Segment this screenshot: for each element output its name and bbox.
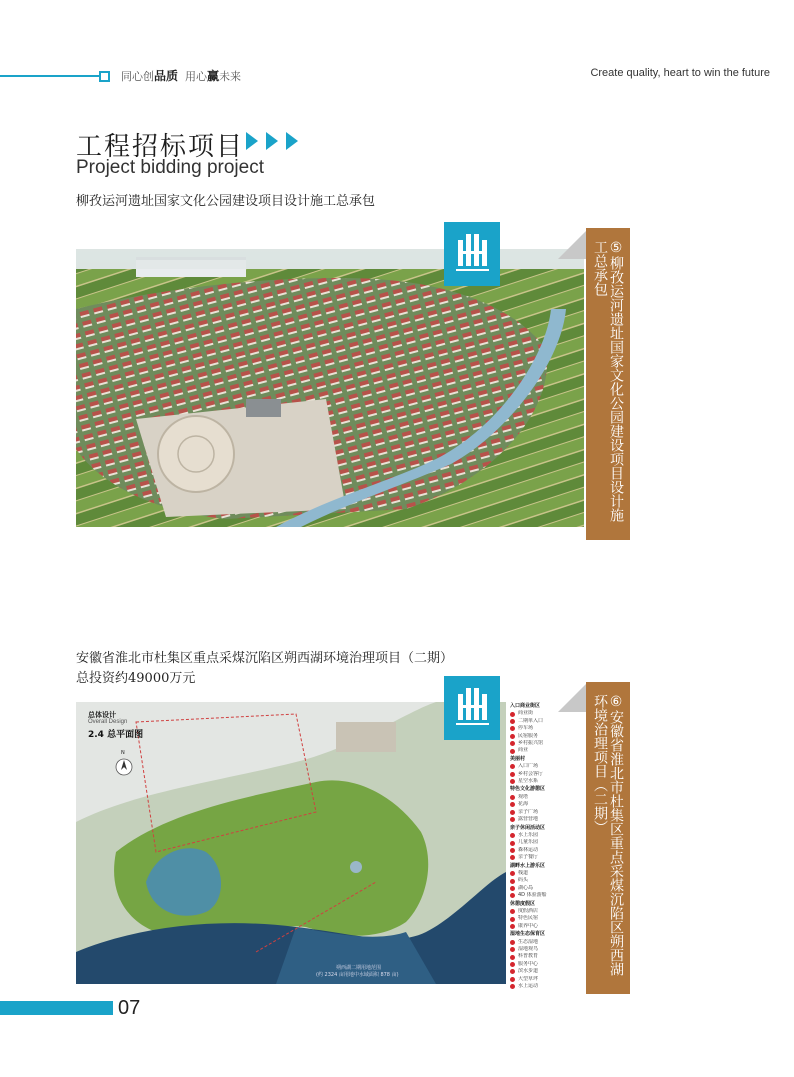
legend-marker-icon	[510, 726, 515, 731]
header-square-icon	[99, 71, 110, 82]
legend-item-label: 亲子广场	[518, 808, 539, 815]
legend-item-label: 星空水系	[518, 778, 539, 785]
legend-marker-icon	[510, 940, 515, 945]
legend-item-label: 森林运动	[518, 846, 539, 853]
legend-marker-icon	[510, 855, 515, 860]
legend-category: 湿地生态保育区	[510, 931, 546, 938]
legend-marker-icon	[510, 772, 515, 777]
legend-marker-icon	[510, 841, 515, 846]
legend-item-label: 露营营地	[518, 816, 539, 823]
legend-item	[510, 946, 580, 953]
legend-item-label: 乡村会客厅	[518, 770, 544, 777]
project5-label-panel	[586, 228, 630, 540]
legend-category: 湖畔水上游乐区	[510, 862, 546, 869]
legend-marker-icon	[510, 909, 515, 914]
legend-item-label: 湿地观鸟	[518, 946, 539, 952]
legend-marker-icon	[510, 795, 515, 800]
legend-item	[510, 763, 580, 770]
legend-item	[510, 961, 580, 968]
project6-label-panel	[586, 682, 630, 994]
legend-item	[510, 740, 580, 747]
legend-marker-icon	[510, 810, 515, 815]
legend-marker-icon	[510, 955, 515, 960]
legend-item-label: 栈道	[518, 869, 529, 876]
legend-item	[510, 877, 580, 884]
legend-item	[510, 747, 580, 754]
legend-marker-icon	[510, 969, 515, 974]
map-note-2: (约 2324 亩用地中水域面积 878 亩)	[316, 972, 399, 978]
legend-item-label: 商业	[518, 747, 529, 754]
map-plan-title: 2.4 总平面图	[88, 730, 144, 740]
section-title-en: Project bidding project	[76, 157, 264, 178]
building-logo-icon	[444, 222, 500, 286]
project6-name: 安徽省淮北市杜集区重点采煤沉陷区朔西湖环境治理项目（二期）	[76, 651, 454, 666]
project6-investment: 总投资约49000万元	[76, 671, 196, 686]
legend-marker-icon	[510, 802, 515, 807]
legend-item-label: 花海	[518, 801, 529, 808]
footer-bar	[0, 1001, 113, 1015]
header-rule	[0, 75, 100, 77]
legend-marker-icon	[510, 886, 515, 891]
company-logo-badge	[444, 222, 500, 286]
map-legend	[510, 702, 580, 990]
header-slogan-en: Create quality, heart to win the future	[590, 67, 770, 79]
legend-item-label: 商业街	[518, 710, 534, 717]
legend-marker-icon	[510, 977, 515, 982]
legend-item-label: 水上运动	[518, 983, 539, 990]
legend-item	[510, 733, 580, 740]
legend-item	[510, 794, 580, 801]
legend-item-label: 4D 体验游船	[518, 892, 547, 899]
legend-item-label: 观塔	[518, 793, 529, 800]
legend-item-label: 停车场	[518, 725, 534, 732]
project6-label-text: ⑥安徽省淮北市杜集区重点采煤沉陷区朔西湖环境治理项目（二期）	[592, 694, 624, 976]
legend-marker-icon	[510, 719, 515, 724]
panel-fold-shape	[558, 229, 588, 259]
legend-item	[510, 908, 580, 915]
legend-marker-icon	[510, 712, 515, 717]
legend-category: 特色文化游憩区	[510, 786, 546, 793]
page-number: 07	[118, 997, 141, 1019]
legend-category: 美丽村	[510, 755, 526, 762]
legend-marker-icon	[510, 947, 515, 952]
legend-item	[510, 839, 580, 846]
legend-marker-icon	[510, 749, 515, 754]
legend-marker-icon	[510, 924, 515, 929]
legend-item	[510, 854, 580, 861]
company-logo-badge	[444, 676, 500, 740]
project5-aerial-image	[76, 249, 584, 527]
building-logo-icon	[444, 676, 500, 740]
legend-item-label: 亲子餐厅	[518, 854, 539, 861]
legend-marker-icon	[510, 833, 515, 838]
legend-item	[510, 892, 580, 899]
legend-category: 休憩度假区	[510, 900, 536, 907]
legend-marker-icon	[510, 984, 515, 989]
legend-item	[510, 801, 580, 808]
legend-item	[510, 870, 580, 877]
legend-item-label: 特色民宿	[518, 915, 539, 922]
panel-fold-shape	[558, 682, 588, 712]
legend-marker-icon	[510, 817, 515, 822]
legend-item-label: 康养中心	[518, 922, 539, 929]
legend-item	[510, 809, 580, 816]
legend-item	[510, 923, 580, 930]
project5-name: 柳孜运河遗址国家文化公园建设项目设计施工总承包	[76, 194, 376, 209]
legend-item	[510, 847, 580, 854]
legend-item-label: 入口广场	[518, 763, 539, 770]
legend-item-label: 儿童乐园	[518, 839, 539, 846]
legend-item	[510, 816, 580, 823]
legend-marker-icon	[510, 741, 515, 746]
section-title-cn: 工程招标项目	[76, 132, 245, 162]
legend-item	[510, 778, 580, 785]
legend-item	[510, 983, 580, 990]
legend-item	[510, 976, 580, 983]
legend-marker-icon	[510, 893, 515, 898]
legend-marker-icon	[510, 871, 515, 876]
header-slogan-cn: 同心创品质 用心赢未来	[121, 69, 242, 83]
legend-item	[510, 885, 580, 892]
legend-marker-icon	[510, 734, 515, 739]
legend-item-label: 生态湿地	[518, 938, 539, 945]
legend-item-label: 滨水步道	[518, 968, 539, 975]
project6-master-plan-map	[76, 702, 506, 984]
legend-marker-icon	[510, 764, 515, 769]
legend-item	[510, 832, 580, 839]
legend-item-label: 民宿服务	[518, 732, 539, 739]
legend-item-label: 湖心岛	[518, 884, 534, 891]
legend-category: 入口商业街区	[510, 703, 541, 709]
legend-item	[510, 771, 580, 778]
legend-item-label: 科普教育	[518, 953, 539, 960]
legend-marker-icon	[510, 962, 515, 967]
legend-item-label: 码头	[518, 877, 529, 884]
legend-item-label: 服务中心	[518, 960, 539, 967]
legend-marker-icon	[510, 848, 515, 853]
triple-arrow-icon	[246, 130, 306, 152]
legend-marker-icon	[510, 779, 515, 784]
map-design-cn: 总体设计	[88, 711, 116, 719]
legend-marker-icon	[510, 879, 515, 884]
legend-item	[510, 968, 580, 975]
legend-item-label: 水上乐园	[518, 831, 539, 838]
legend-item-label: 二期单入口	[518, 717, 544, 724]
legend-item	[510, 725, 580, 732]
legend-item-label: 度假酒店	[518, 907, 539, 914]
legend-item	[510, 939, 580, 946]
legend-item	[510, 915, 580, 922]
map-design-en: Overall Design	[88, 719, 128, 725]
legend-item	[510, 718, 580, 725]
legend-category: 亲子休闲活动区	[510, 824, 546, 831]
map-north-label: N	[121, 750, 125, 756]
project5-label-text: ⑤柳孜运河遗址国家文化公园建设项目设计施工总承包	[592, 240, 624, 522]
legend-marker-icon	[510, 917, 515, 922]
legend-item	[510, 953, 580, 960]
map-note-1: 朔西湖二期用地范围	[336, 965, 382, 971]
legend-item-label: 乡村振兴馆	[518, 740, 544, 747]
legend-item-label: 大型草坪	[518, 975, 539, 982]
